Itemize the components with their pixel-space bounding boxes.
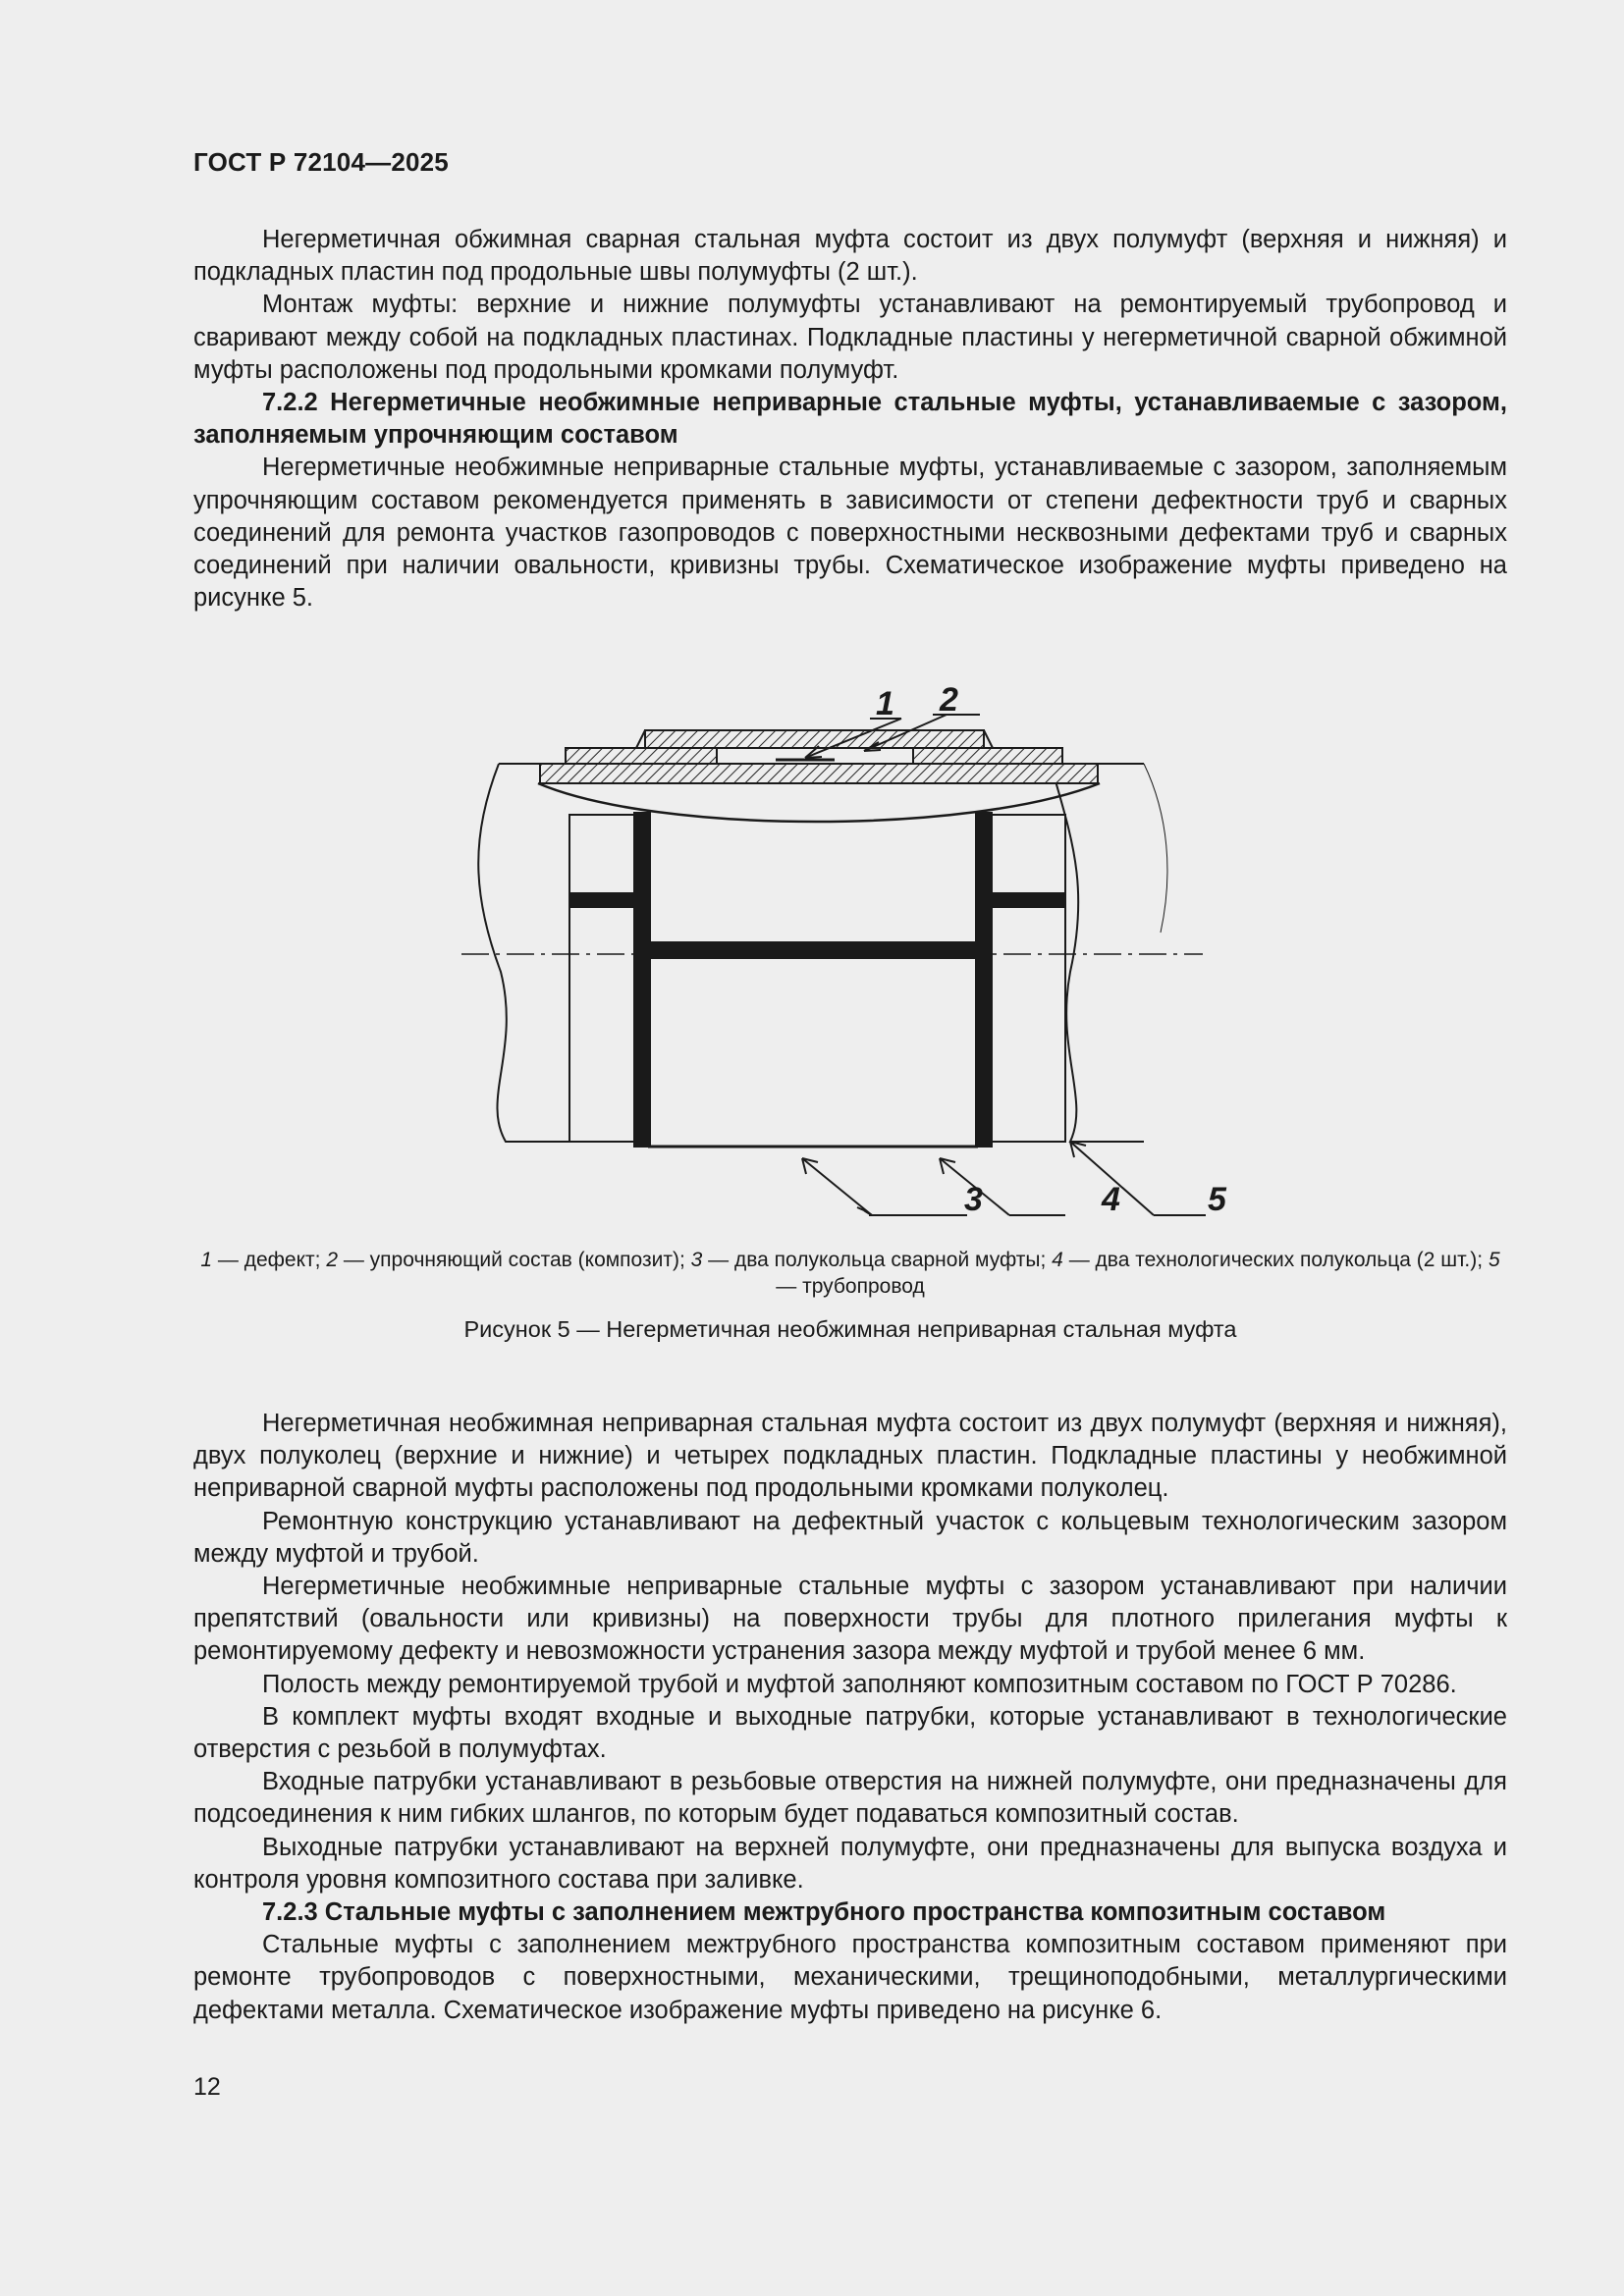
paragraph: Входные патрубки устанавливают в резьбовые отверстия на нижней полумуфте, они предназначены для подсоединения к ним гибких шлангов, по которым будет подаваться композитный состав.	[193, 1768, 1507, 1829]
document-code: ГОСТ Р 72104—2025	[193, 147, 449, 177]
figure-caption: Рисунок 5 — Негерметичная необжимная неприварная стальная муфта	[463, 1316, 1237, 1342]
leader-3-4-5	[802, 1142, 1206, 1215]
figure-label-4: 4	[1102, 1181, 1120, 1218]
legend-text: — упрочняющий состав (композит);	[338, 1249, 691, 1271]
legend-number: 5	[1488, 1249, 1500, 1271]
figure-5-diagram	[461, 677, 1247, 1227]
paragraph: В комплект муфты входят входные и выходные патрубки, которые устанавливают в технологические отверстия с резьбой в полумуфтах.	[193, 1702, 1507, 1764]
legend-number: 4	[1052, 1249, 1063, 1271]
section-heading: 7.2.2 Негерметичные необжимные неприварные стальные муфты, устанавливаемые с зазором, заполняемым упрочняющим составом	[193, 389, 1507, 450]
legend-number: 2	[326, 1249, 339, 1271]
paragraph: Негерметичные необжимные неприварные стальные муфты с зазором устанавливают при наличии препятствий (овальности или кривизны) на поверхности трубы для плотного прилегания муфты к ремонтируемому дефекту и невозможности устранения зазора между муфтой и трубой менее 6 мм.	[193, 1573, 1507, 1666]
paragraph: Выходные патрубки устанавливают на верхней полумуфте, они предназначены для выпуска воздуха и контроля уровня композитного состава при заливке.	[193, 1833, 1507, 1894]
paragraph: Ремонтную конструкцию устанавливают на дефектный участок с кольцевым технологическим зазором между муфтой и трубой.	[193, 1507, 1507, 1568]
bottom-text-block	[193, 1408, 1507, 2027]
legend-text: — два полукольца сварной муфты;	[702, 1249, 1053, 1271]
top-text-block	[193, 224, 1507, 614]
paragraph: Негерметичные необжимные неприварные стальные муфты, устанавливаемые с зазором, заполняемым упрочняющим составом рекомендуется применять в зависимости от степени дефектности труб и сварных соединений для ремонта участков газопроводов с поверхностными несквозными дефектами труб и сварных соединений при наличии овальности, кривизны трубы. Схематическое изображение муфты приведено на рисунке 5.	[193, 454, 1507, 613]
figure-label-2: 2	[940, 681, 958, 719]
section-heading: 7.2.3 Стальные муфты с заполнением межтрубного пространства композитным составом	[262, 1898, 1386, 1927]
legend-text: — дефект;	[212, 1249, 327, 1271]
figure-legend	[193, 1247, 1507, 1300]
legend-number: 1	[200, 1249, 213, 1271]
legend-text: — два технологических полукольца (2 шт.);	[1062, 1249, 1489, 1271]
legend-text: — трубопровод	[776, 1275, 925, 1298]
figure-label-3: 3	[964, 1181, 983, 1218]
legend-number: 3	[690, 1249, 703, 1271]
pipeline-drawing	[461, 715, 1203, 1215]
paragraph: Монтаж муфты: верхние и нижние полумуфты устанавливают на ремонтируемый трубопровод и сваривают между собой на подкладных пластинах. Подкладные пластины у негерметичной сварной обжимной муфты расположены под продольными кромками полумуфт.	[193, 291, 1507, 384]
paragraph: Полость между ремонтируемой трубой и муфтой заполняют композитным составом по ГОСТ Р 70286.	[262, 1670, 1457, 1698]
paragraph: Негерметичная обжимная сварная стальная муфта состоит из двух полумуфт (верхняя и нижняя) и подкладных пластин под продольные швы полумуфты (2 шт.).	[193, 226, 1507, 287]
page-number: 12	[193, 2073, 221, 2101]
paragraph: Стальные муфты с заполнением межтрубного пространства композитным составом применяют при ремонте трубопроводов с поверхностными, механическими, трещиноподобными, металлургическими дефектами металла. Схематическое изображение муфты приведено на рисунке 6.	[193, 1931, 1507, 2024]
paragraph: Негерметичная необжимная неприварная стальная муфта состоит из двух полумуфт (верхняя и нижняя), двух полуколец (верхние и нижние) и четырех подкладных пластин. Подкладные пластины у необжимной неприварной сварной муфты расположены под продольными кромками полуколец.	[193, 1410, 1507, 1503]
figure-label-5: 5	[1208, 1181, 1226, 1218]
figure-label-1: 1	[876, 685, 894, 722]
